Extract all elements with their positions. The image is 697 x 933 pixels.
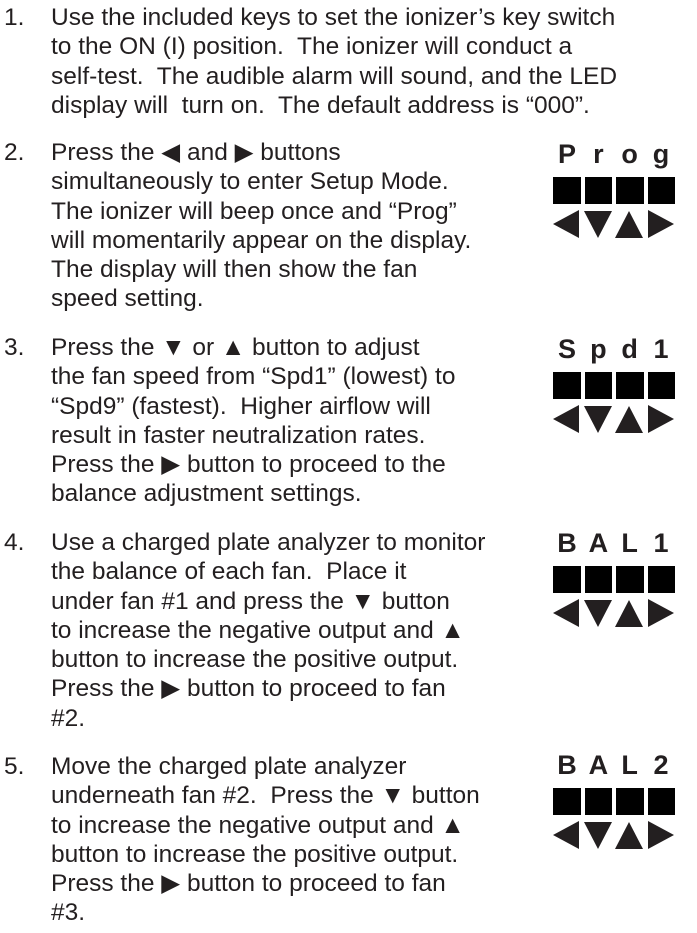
segment-block [616,788,644,815]
step-line: will momentarily appear on the display. [51,226,472,254]
down-arrow-icon [584,406,612,433]
step-number: 4. [4,529,25,556]
step-line: The ionizer will beep once and “Prog” [51,197,457,225]
up-arrow-icon [615,406,643,433]
segment-block [585,566,613,593]
display-char: 1 [653,334,669,364]
step-line: balance adjustment settings. [51,480,362,508]
display-buttons [553,599,675,627]
display-buttons [553,405,675,433]
step-line: Move the charged plate analyzer [51,753,407,780]
step-number: 5. [4,753,25,780]
display-segments [553,566,675,593]
step-line: display will turn on. The default address is “000”. [51,91,590,119]
display-readout [555,334,673,364]
up-arrow-icon [615,822,643,849]
step-line: The display will then show the fan [51,256,418,284]
segment-block [553,788,581,815]
step-line: simultaneously to enter Setup Mode. [51,168,449,196]
display-readout [555,139,673,169]
display-char: B [557,528,577,558]
step-line: #3. [51,899,86,927]
step-number: 2. [4,139,25,166]
display-char: A [588,750,609,780]
step-text [51,528,485,733]
display-char: p [590,334,607,364]
left-arrow-icon [553,821,579,849]
display-char: g [652,139,670,169]
display-char: A [588,528,609,558]
segment-block [585,372,613,399]
up-arrow-icon [615,211,643,238]
step-line: Press the ◀ and ▶ buttons [51,139,341,166]
segment-block [616,566,644,593]
step-line: the balance of each fan. Place it [51,558,407,586]
segment-block [648,372,676,399]
step-line: Use a charged plate analyzer to monitor [51,529,486,556]
display-readout [555,750,673,780]
segment-block [553,177,581,204]
segment-block [585,177,613,204]
segment-block [648,788,676,815]
step-line: Press the ▶ button to proceed to fan [51,675,446,703]
step-line: the fan speed from “Spd1” (lowest) to [51,363,456,391]
step-text [51,138,471,314]
display-buttons [553,821,675,849]
display-segments [553,177,675,204]
display-char: o [621,139,638,169]
up-arrow-icon [615,600,643,627]
step-line: Press the ▼ or ▲ button to adjust [51,334,420,361]
step-text [51,333,455,509]
down-arrow-icon [584,211,612,238]
display-char: L [621,750,638,780]
down-arrow-icon [584,822,612,849]
segment-block [648,177,676,204]
step-text [51,752,480,928]
led-display-bal2 [553,750,675,849]
step-line: speed setting. [51,285,204,313]
step-number: 1. [4,4,25,31]
left-arrow-icon [553,210,579,238]
left-arrow-icon [553,405,579,433]
display-char: 2 [653,750,669,780]
segment-block [553,566,581,593]
segment-block [616,177,644,204]
display-segments [553,788,675,815]
display-char: r [593,139,604,169]
step-line: self-test. The audible alarm will sound, and the LED [51,62,618,90]
step-line: underneath fan #2. Press the ▼ button [51,782,480,810]
right-arrow-icon [648,210,674,238]
display-segments [553,372,675,399]
display-char: S [557,334,576,364]
step-text [51,3,617,120]
step-number: 3. [4,334,25,361]
step-line: Use the included keys to set the ionizer’s key switch [51,4,616,31]
segment-block [616,372,644,399]
step-line: result in faster neutralization rates. [51,421,426,449]
led-display-prog [553,139,675,238]
segment-block [553,372,581,399]
display-char: P [557,139,576,169]
step-line: button to increase the positive output. [51,840,459,868]
display-readout [555,528,673,558]
segment-block [648,566,676,593]
step-line: to increase the negative output and ▲ [51,811,465,839]
step-line: Press the ▶ button to proceed to fan [51,870,446,898]
step-line: under fan #1 and press the ▼ button [51,587,450,615]
step-line: button to increase the positive output. [51,646,459,674]
left-arrow-icon [553,599,579,627]
right-arrow-icon [648,821,674,849]
display-char: L [621,528,638,558]
down-arrow-icon [584,600,612,627]
step-line: to increase the negative output and ▲ [51,616,465,644]
led-display-spd1 [553,334,675,433]
display-buttons [553,210,675,238]
right-arrow-icon [648,405,674,433]
step-line: #2. [51,704,86,732]
segment-block [585,788,613,815]
step-line: “Spd9” (fastest). Higher airflow will [51,392,431,420]
display-char: B [557,750,577,780]
right-arrow-icon [648,599,674,627]
display-char: d [621,334,638,364]
step-line: to the ON (I) position. The ionizer will conduct a [51,33,573,61]
led-display-bal1 [553,528,675,627]
display-char: 1 [653,528,669,558]
step-line: Press the ▶ button to proceed to the [51,451,446,479]
